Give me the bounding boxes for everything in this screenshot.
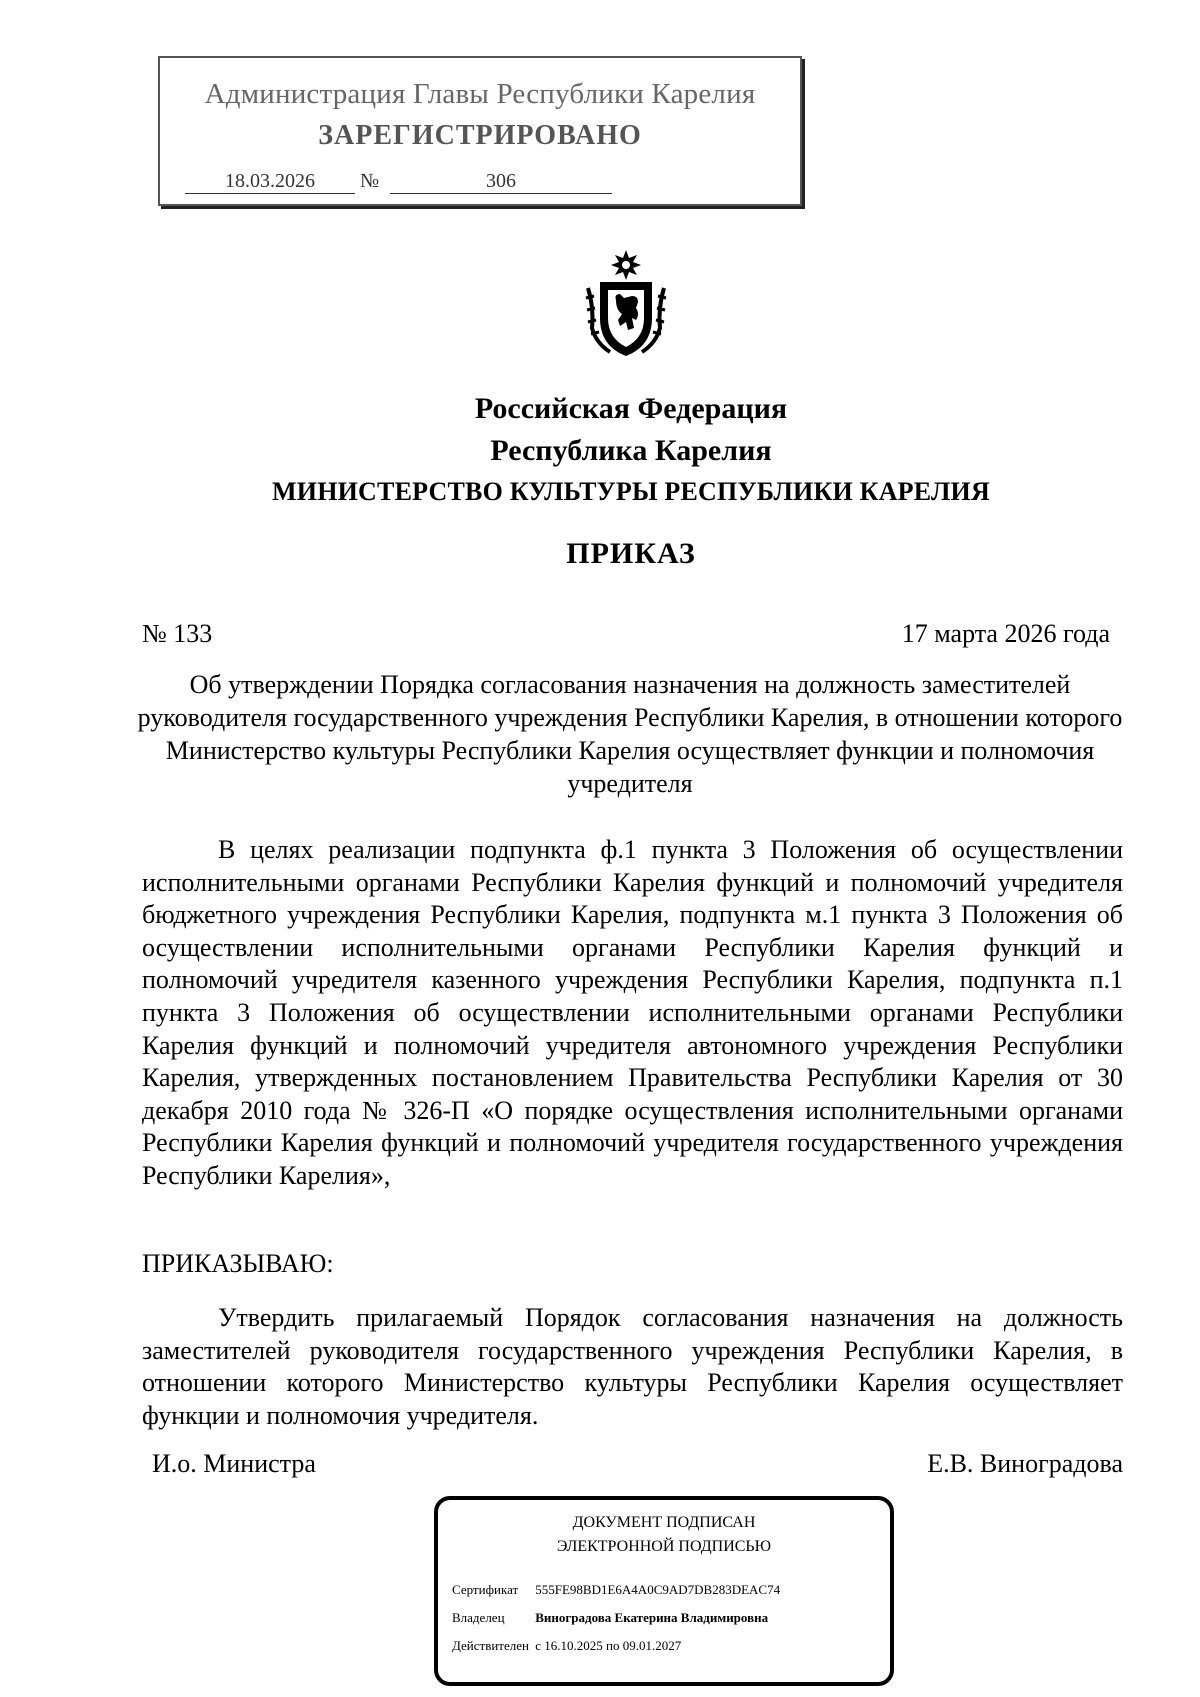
stamp-number: 306	[390, 170, 612, 194]
preamble-paragraph: В целях реализации подпункта ф.1 пункта 3 Положения об осуществлении исполнительными органами Республики Карелия функций и полномочий учредителя бюджетного учреждения Республики Карелия, подпункта м.1 пункта 3 Положения об осуществлении исполнительными органами Республики Карелия функций и полномочий учредителя казенного учреждения Республики Карелия, подпункта п.1 пункта 3 Положения об осуществлении исполнительными органами Республики Карелия функций и полномочий учредителя автономного учреждения Республики Карелия, утвержденных постановлением Правительства Республики Карелия от 30 декабря 2010 года № 326-П «О порядке осуществления исполнительными органами Республики Карелия функций и полномочий учредителя государственного учреждения Республики Карелия»,	[142, 835, 1123, 1190]
esig-cert-value: 555FE98BD1E6A4A0C9AD7DB283DEAC74	[535, 1582, 781, 1597]
esig-heading-1: ДОКУМЕНТ ПОДПИСАН	[572, 1514, 756, 1531]
decision-paragraph: Утвердить прилагаемый Порядок согласования назначения на должность заместителей руководителя государственного учреждения Республики Карелия, в отношении которого Министерство культуры Республики Карелия осуществляет функции и полномочия учредителя.	[142, 1303, 1123, 1430]
registration-stamp	[158, 56, 802, 206]
stamp-date: 18.03.2026	[185, 170, 355, 194]
country-heading: Российская Федерация	[474, 392, 788, 425]
esig-cert-label: Сертификат	[452, 1582, 519, 1597]
republic-heading: Республика Карелия	[490, 434, 772, 467]
stamp-admin: Администрация Главы Республики Карелия	[204, 78, 756, 110]
karelia-coat-of-arms-icon	[580, 248, 672, 360]
order-title: Об утверждении Порядка согласования назначения на должность заместителей руководителя государственного учреждения Республики Карелия, в отношении которого Министерство культуры Республики Карелия осуществляет функции и полномочия учредителя	[137, 670, 1123, 798]
electronic-signature-stamp	[434, 1496, 894, 1686]
order-number: № 133	[142, 619, 213, 648]
esig-owner	[452, 1610, 768, 1626]
document-type: ПРИКАЗ	[566, 537, 696, 570]
signatory-name: Е.В. Виноградова	[927, 1449, 1123, 1478]
stamp-status: ЗАРЕГИСТРИРОВАНО	[318, 120, 642, 151]
esig-validity	[452, 1638, 681, 1654]
esig-valid-value: с 16.10.2025 по 09.01.2027	[535, 1638, 682, 1653]
esig-owner-value: Виноградова Екатерина Владимировна	[535, 1610, 769, 1625]
signatory-position: И.о. Министра	[152, 1449, 316, 1478]
esig-valid-label: Действителен	[452, 1638, 529, 1653]
order-word: ПРИКАЗЫВАЮ:	[142, 1249, 334, 1278]
esig-certificate	[452, 1582, 780, 1598]
ministry-heading: МИНИСТЕРСТВО КУЛЬТУРЫ РЕСПУБЛИКИ КАРЕЛИЯ	[272, 477, 990, 506]
esig-owner-label: Владелец	[452, 1610, 505, 1625]
stamp-number-label: №	[360, 170, 380, 192]
esig-heading-2: ЭЛЕКТРОННОЙ ПОДПИСЬЮ	[556, 1538, 772, 1555]
order-date: 17 марта 2026 года	[901, 619, 1110, 648]
